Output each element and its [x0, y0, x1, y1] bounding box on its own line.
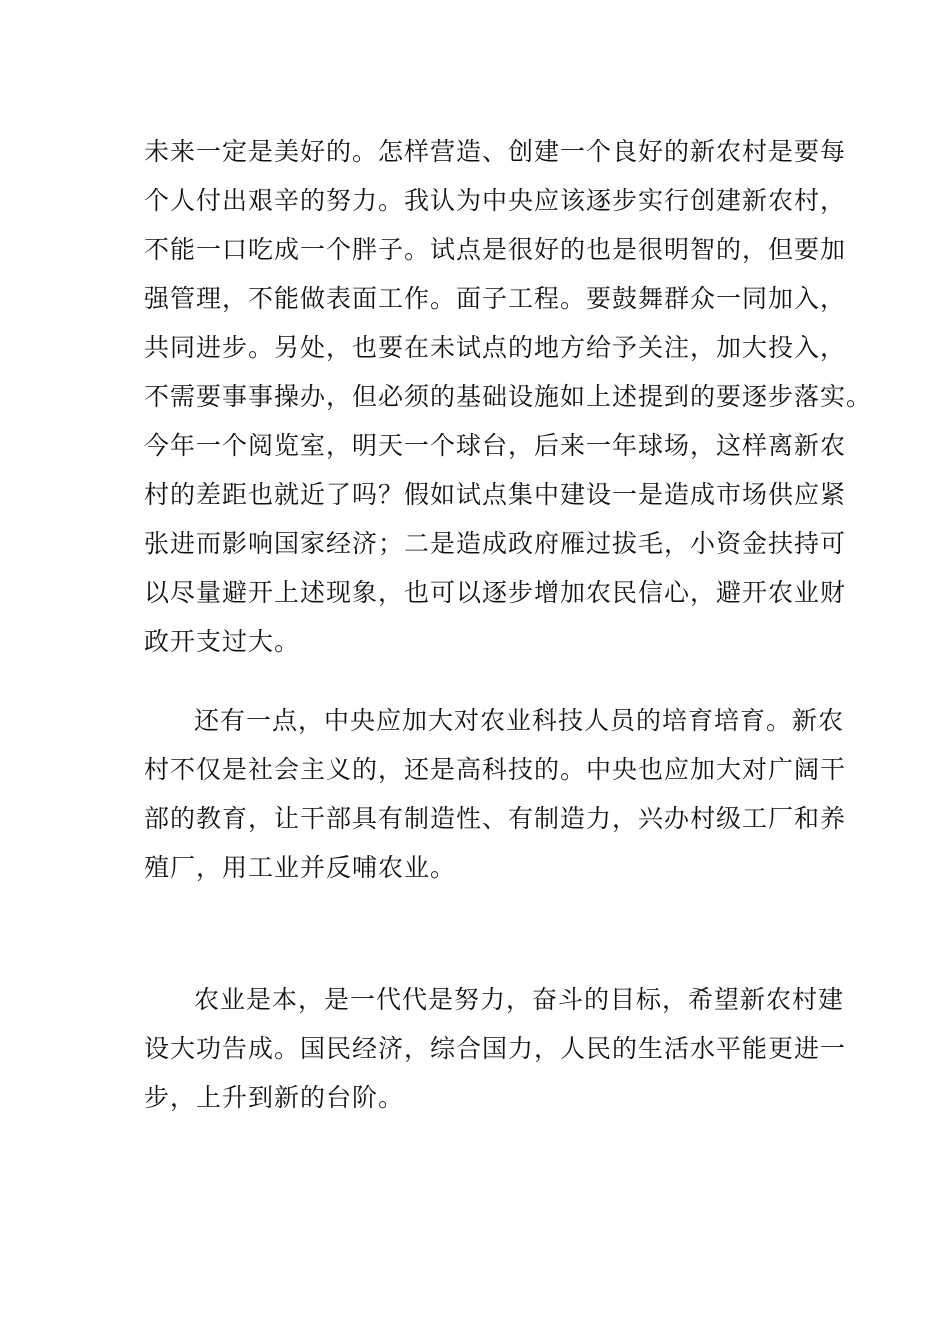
- text-line-indented: 还有一点，中央应加大对农业科技人员的培育培育。新农: [194, 706, 845, 735]
- text-line: 村不仅是社会主义的，还是高科技的。中央也应加大对广阔干: [144, 755, 847, 784]
- paragraph-2: [144, 696, 847, 892]
- text-line: 政开支过大。: [144, 627, 301, 656]
- text-line: 不能一口吃成一个胖子。试点是很好的也是很明智的，但要加: [144, 235, 847, 264]
- text-line: 共同进步。另处，也要在未试点的地方给予关注，加大投入，: [144, 333, 847, 362]
- text-line: 不需要事事操办，但必须的基础设施如上述提到的要逐步落实。: [144, 382, 873, 411]
- text-line: 强管理，不能做表面工作。面子工程。要鼓舞群众一同加入，: [144, 284, 847, 313]
- paragraph-3: [144, 975, 847, 1122]
- text-line: 部的教育，让干部具有制造性、有制造力，兴办村级工厂和养: [144, 804, 847, 833]
- text-line: 步，上升到新的台阶。: [144, 1083, 405, 1112]
- text-line: 设大功告成。国民经济，综合国力，人民的生活水平能更进一: [144, 1034, 847, 1063]
- text-line-indented: 农业是本，是一代代是努力，奋斗的目标，希望新农村建: [194, 985, 845, 1014]
- text-line: 殖厂，用工业并反哺农业。: [144, 853, 457, 882]
- paragraph-1: [144, 127, 873, 666]
- text-line: 张进而影响国家经济；二是造成政府雁过拔毛，小资金扶持可: [144, 529, 847, 558]
- text-line: 今年一个阅览室，明天一个球台，后来一年球场，这样离新农: [144, 431, 847, 460]
- text-line: 以尽量避开上述现象，也可以逐步增加农民信心，避开农业财: [144, 578, 847, 607]
- text-line: 未来一定是美好的。怎样营造、创建一个良好的新农村是要每: [144, 137, 847, 166]
- text-line: 村的差距也就近了吗？假如试点集中建设一是造成市场供应紧: [144, 480, 847, 509]
- text-line: 个人付出艰辛的努力。我认为中央应该逐步实行创建新农村，: [144, 186, 847, 215]
